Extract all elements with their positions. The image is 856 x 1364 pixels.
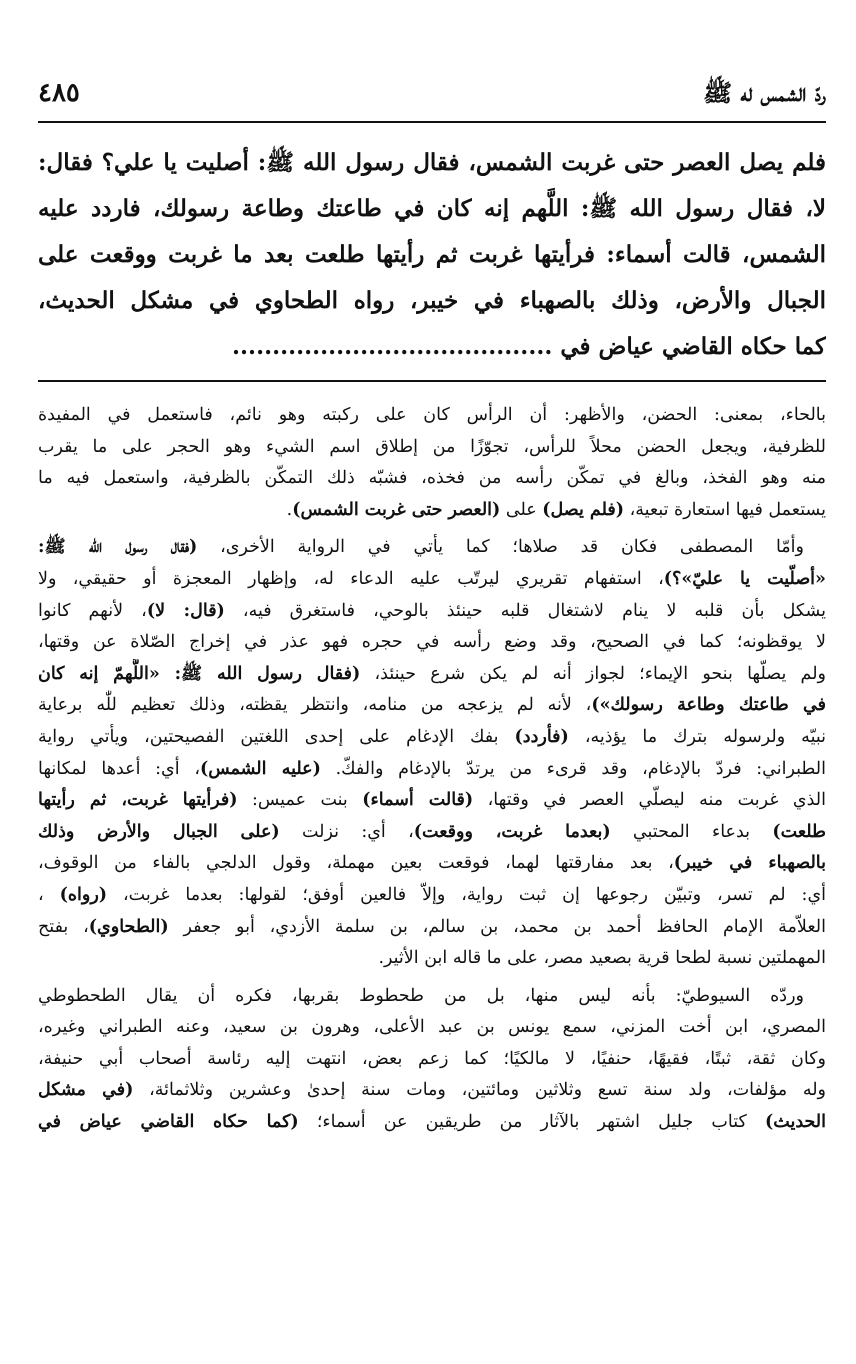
commentary-line [38,785,826,817]
commentary-line [38,848,826,880]
commentary-line [38,690,826,722]
quoted-matn: (كما حكاه القاضي عياض في [38,1112,299,1133]
commentary-text: نبيّه ولرسوله بترك ما يؤذيه، [568,726,826,747]
quoted-matn: «أصلّيت يا عليّ»؟) [663,568,826,589]
commentary-line [38,564,826,596]
main-text-line: فلم يصل العصر حتى غربت الشمس، فقال رسول الله ﷺ: أصليت يا علي؟ فقال: [38,149,826,176]
commentary-line [38,532,826,564]
quoted-matn: (العصر حتى غربت الشمس) [292,499,501,520]
main-text-line: الشمس، قالت أسماء: فرأيتها غربت ثم رأيتها طلعت بعد ما غربت ووقعت على [38,241,826,268]
main-text-line: لا، فقال رسول الله ﷺ: اللَّهم إنه كان في طاعتك وطاعة رسولك، فاردد عليه [38,195,826,222]
quoted-matn: الحديث) [764,1112,826,1133]
commentary [38,400,826,1145]
commentary-text: . [286,499,293,520]
quoted-matn: (رواه) [59,884,108,905]
page-header [38,78,826,118]
commentary-text: على [500,499,543,520]
commentary-line: وكان ثقة، ثبتًا، فقيهًا، حنفيًا، لا مالكيًا؛ كما زعم بعض، انتهت إليه رئاسة أصحاب أبي حنيفة، [38,1048,826,1069]
commentary-text: الذي غربت منه ليصلّي العصر في وقتها، [473,790,826,811]
commentary-line: منه وهو الفخذ، وبالغ في تمكّن رأسه من فخذه، فشبّه ذلك التمكّن بالظرفية، واستعمل فيه ما [38,468,826,489]
commentary-text: كتاب جليل اشتهر بالآثار من طريقين عن أسماء؛ [298,1112,765,1133]
commentary-text: ولم يصلّها بنحو الإيماء؛ لجواز أنه لم يكن شرع حينئذ، [360,663,826,684]
commentary-line [38,880,826,912]
commentary-text: ، أي: نزلت [279,821,414,842]
commentary-text: أي: لم تسر، وتبيّن رجوعها إن ثبت رواية، وإلاّ فالعين أوفق؛ لقولها: بعدما غربت، [107,884,826,905]
commentary-text: ، استفهام تقريري ليرتّب عليه الدعاء له، وإظهار المعجزة أو حقيقي، ولا [38,568,664,589]
commentary-line [38,1107,826,1139]
quoted-matn: (بعدما غربت، ووقعت) [413,821,611,842]
commentary-text: ، بعد مفارقتها لهما، فوقعت بعين مهملة، وقول الدلجي بالفاء من الوقوف، [38,853,674,874]
page-number: ٤٨٥ [38,78,80,108]
quoted-matn: (فرأيتها غربت، ثم رأيتها [38,790,238,811]
commentary-text: ، لأنهم كانوا [38,600,147,621]
commentary-text: يستعمل فيها استعارة تبعية، [624,499,826,520]
main-text-line: الجبال والأرض، وذلك بالصهباء في خيبر، رواه الطحاوي في مشكل الحديث، [38,287,826,314]
quoted-matn: (عليه الشمس) [199,758,321,779]
quoted-matn: طلعت) [772,821,826,842]
commentary-line [38,495,826,527]
commentary-text: بدعاء المحتبي [610,821,773,842]
commentary-line: المهملتين نسبة لطحا قرية بصعيد مصر، على ما قاله ابن الأثير. [378,948,826,969]
commentary-line [38,722,826,754]
commentary-line [38,1075,826,1107]
commentary-text: وأمّا المصطفى فكان قد صلاها؛ كما يأتي في الرواية الأخرى، [197,537,804,558]
commentary-line: وردّه السيوطيّ: بأنه ليس منها، بل من طحطوط بقربها، فكره أن يقال الطحطوطي [38,985,804,1006]
section-divider [38,380,826,382]
commentary-text: ، [38,884,60,905]
commentary-line: للظرفية، ويجعل الحضن محلاً للرأس، تجوّزًا من إطلاق اسم الشيء وهو الحجر على ما يقرب [38,436,826,457]
commentary-paragraph-2 [38,532,826,974]
commentary-text: الطبراني: فردّ بالإدغام، وقد قرىء من يرتدّ بالإدغام والفكّ. [320,758,826,779]
header-divider [38,121,826,123]
commentary-line: المصري، ابن أخت المزني، سمع يونس بن عبد الأعلى، وهرون بن سعيد، وعنه الطبراني وغيره، [38,1017,826,1038]
quoted-matn: (فلم يصل) [542,499,625,520]
main-text [38,140,826,370]
quoted-matn: (الطحاوي) [88,916,169,937]
commentary-line [38,659,826,691]
commentary-paragraph-3 [38,981,826,1139]
quoted-matn: في طاعتك وطاعة رسولك») [591,695,826,716]
quoted-matn: بالصهباء في خيبر) [673,853,826,874]
quoted-matn: (فقال رسول الله ﷺ: [38,537,198,558]
commentary-line: بالحاء، بمعنى: الحضن، والأظهر: أن الرأس كان على ركبته وهو نائم، فاستعمل في المفيدة [38,405,826,425]
commentary-text: بنت عميس: [237,790,363,811]
main-text-line: كما حكاه القاضي عياض في ........................................ [232,333,826,360]
commentary-line: لا يوقظونه؛ كما في الصحيح، وقد وضع رأسه في حجره فهو عذر في إخراج الصّلاة عن وقتها، [38,632,826,653]
quoted-matn: (فقال رسول الله ﷺ: «اللَّهمّ إنه كان [38,663,361,684]
commentary-paragraph-1 [38,400,826,526]
commentary-line [38,817,826,849]
commentary-text: بفك الإدغام على إحدى اللغتين الفصيحتين، ويأتي رواية [38,726,515,747]
commentary-text: ، بفتح [38,916,89,937]
quoted-matn: (قال: لا) [146,600,225,621]
commentary-text: وله مؤلفات، ولد سنة تسع وثلاثين ومائتين، ومات سنة إحدىٰ وعشرين وثلاثمائة، [133,1080,826,1101]
commentary-line [38,596,826,628]
commentary-text: ، لأنه لم يزعجه من منامه، وانتظر يقظته، وذلك تعظيم للّٰه برعاية [38,695,592,716]
quoted-matn: (فأردد) [514,726,569,747]
quoted-matn: (على الجبال والأرض وذلك [38,821,280,842]
quoted-matn: (قالت أسماء) [362,790,474,811]
commentary-text: يشكل بأن قلبه لا ينام لاشتغال قلبه حينئذ بالوحي، فاستغرق فيه، [224,600,826,621]
commentary-text: العلاّمة الإمام الحافظ أحمد بن محمد، بن سالم، بن سلمة الأزدي، أبو جعفر [168,916,826,937]
commentary-text: ، أي: أعدها لمكانها [38,758,200,779]
commentary-line [38,754,826,786]
running-title: ردّ الشمس له ﷺ [703,78,826,107]
commentary-line [38,912,826,944]
quoted-matn: (في مشكل [38,1080,134,1101]
